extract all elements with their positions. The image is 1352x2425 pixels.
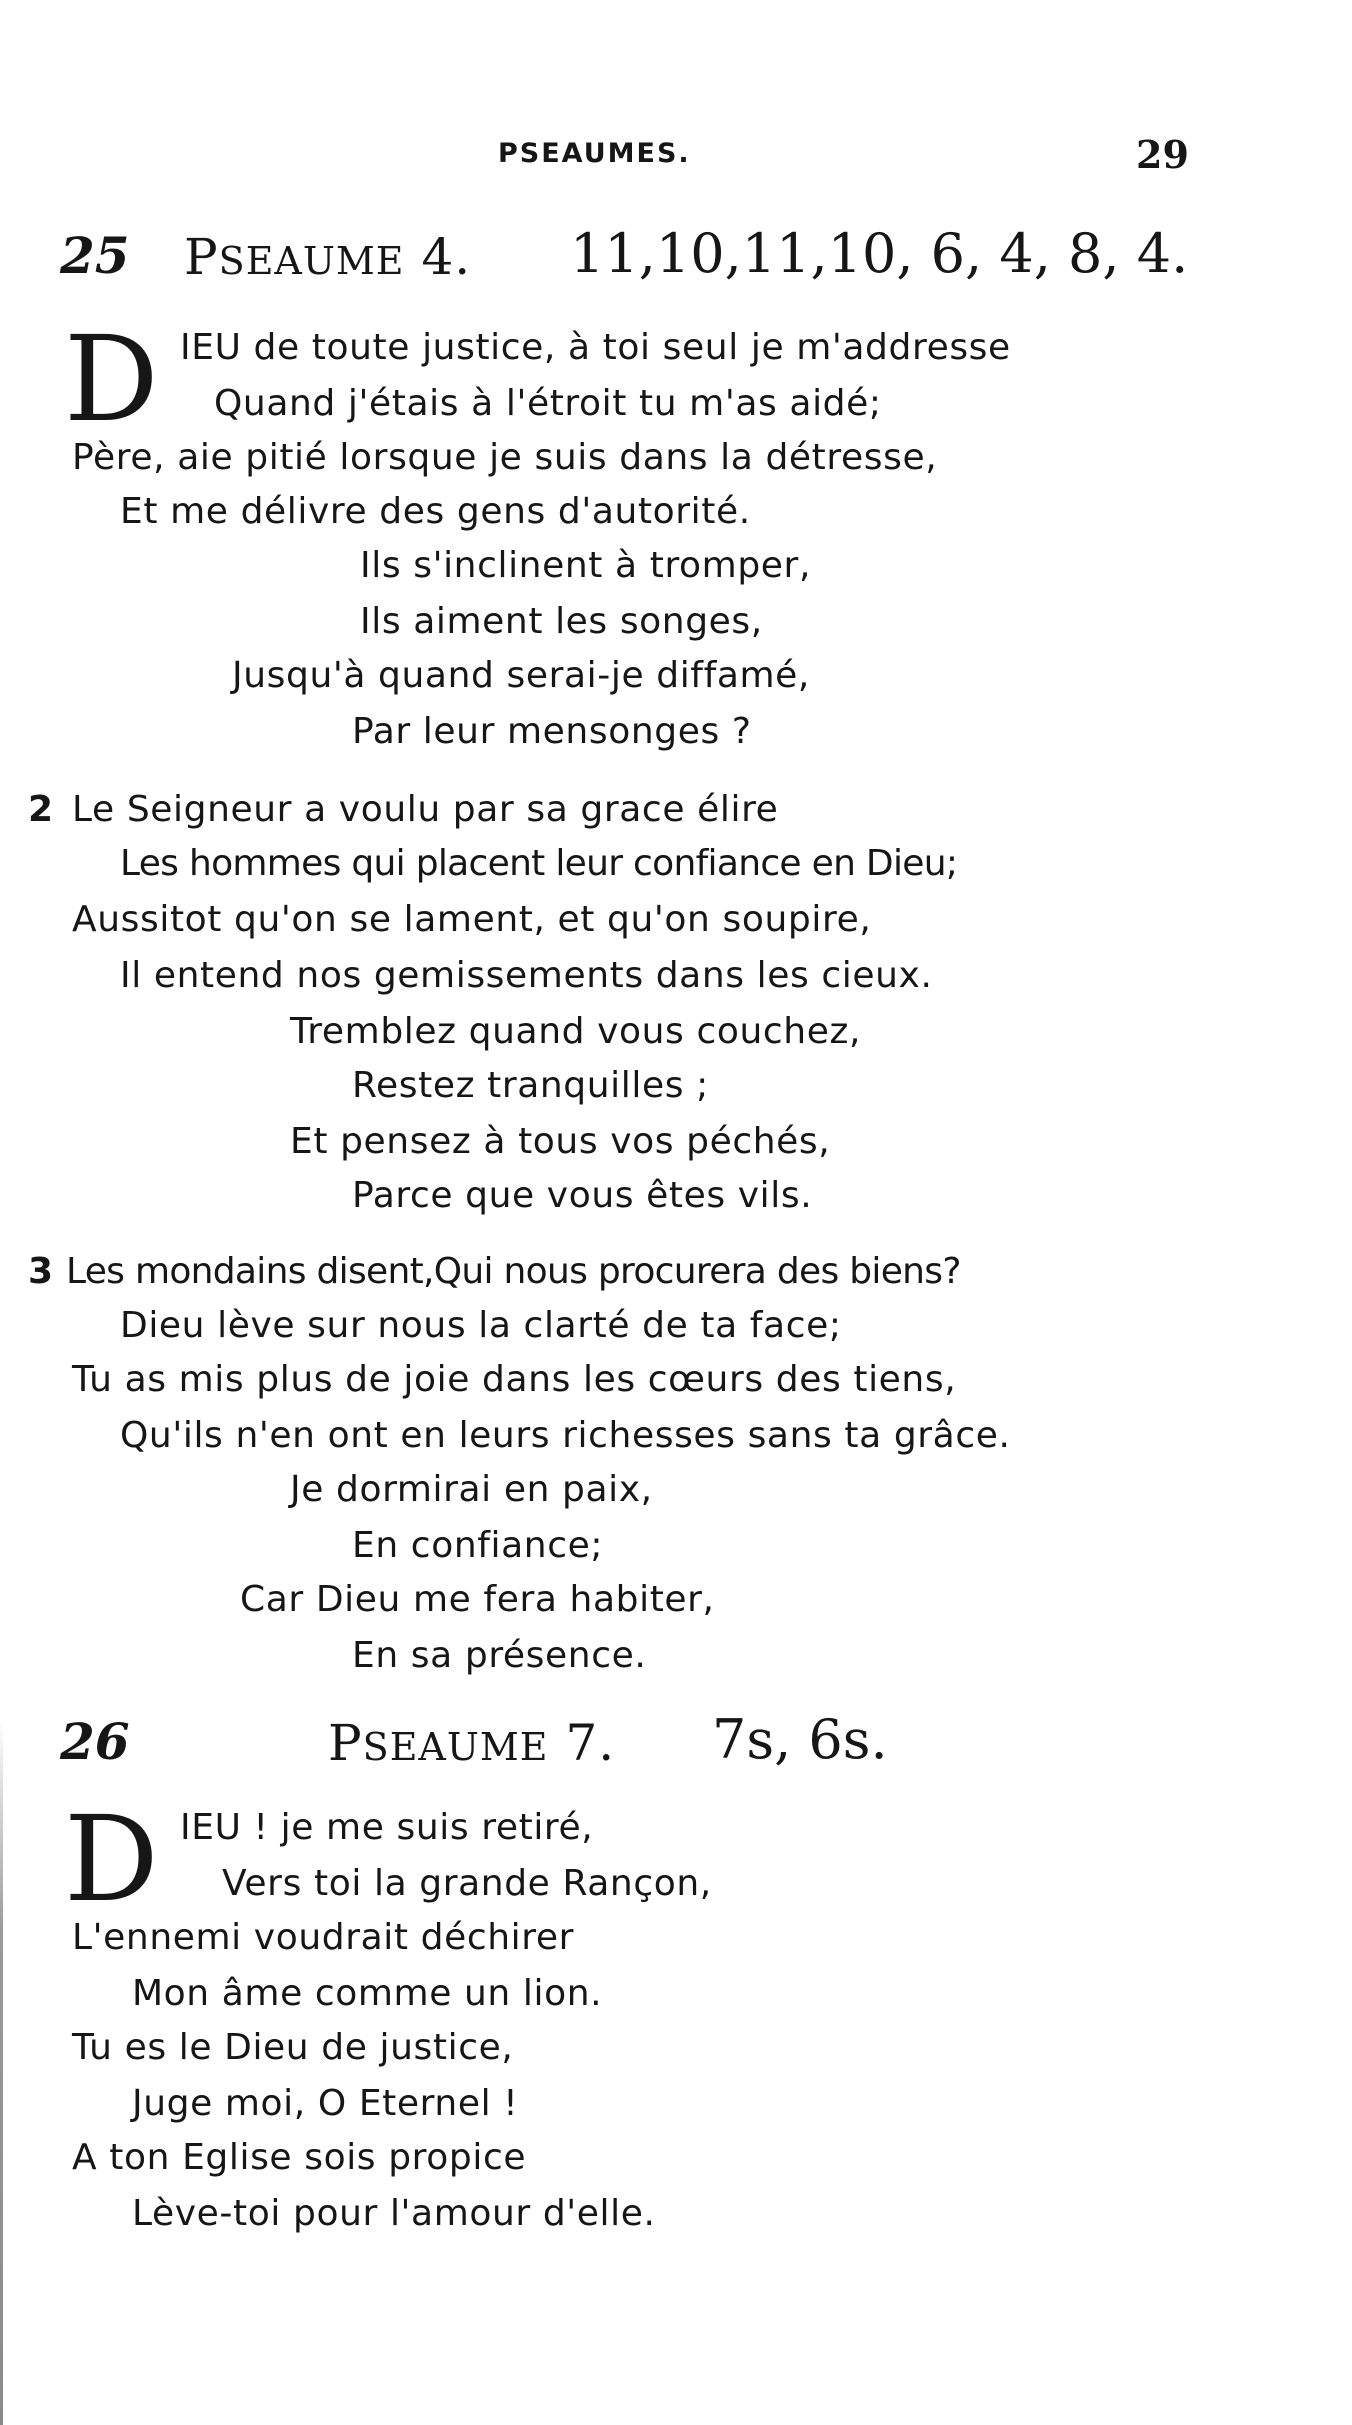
psalm-25-v2-line-4: Il entend nos gemissements dans les cieux. bbox=[120, 955, 933, 996]
psalm-25-v1-line-7: Jusqu'à quand serai-je diffamé, bbox=[232, 655, 810, 696]
psalm-26-title-num: 7. bbox=[565, 1714, 616, 1772]
running-header-title: PSEAUMES. bbox=[498, 138, 691, 169]
psalm-25-v2-line-7: Et pensez à tous vos péchés, bbox=[290, 1121, 831, 1162]
psalm-25-v2-line-3: Aussitot qu'on se lament, et qu'on soupire, bbox=[72, 899, 872, 940]
psalm-25-verse-2-number: 2 bbox=[28, 789, 54, 830]
psalm-25-title-num: 4. bbox=[421, 228, 472, 286]
psalm-25-title-initial: P bbox=[184, 228, 219, 286]
psalm-26-v1-line-3: L'ennemi voudrait déchirer bbox=[72, 1917, 574, 1958]
psalm-25-verse-3-number: 3 bbox=[28, 1251, 54, 1292]
psalm-26-v1-line-2: Vers toi la grande Rançon, bbox=[222, 1863, 712, 1904]
psalm-26-title-initial: P bbox=[328, 1714, 363, 1772]
psalm-26-dropcap: D bbox=[64, 1790, 159, 1928]
psalm-26-meter: 7s, 6s. bbox=[712, 1708, 888, 1771]
psalm-25-v1-line-8: Par leur mensonges ? bbox=[352, 711, 752, 752]
psalm-25-v2-line-2: Les hommes qui placent leur confiance en Dieu; bbox=[120, 843, 958, 884]
psalm-25-v3-line-4: Qu'ils n'en ont en leurs richesses sans ta grâce. bbox=[120, 1415, 1011, 1456]
psalm-25-dropcap: D bbox=[64, 310, 159, 448]
psalm-26-title-rest: SEAUME bbox=[362, 1725, 549, 1769]
psalm-25-v2-line-5: Tremblez quand vous couchez, bbox=[290, 1011, 861, 1052]
psalm-25-v1-line-1: IEU de toute justice, à toi seul je m'addresse bbox=[180, 327, 1011, 368]
psalm-26-title bbox=[328, 1714, 615, 1772]
psalm-25-v1-line-6: Ils aiment les songes, bbox=[360, 601, 763, 642]
psalm-26-v1-line-1: IEU ! je me suis retiré, bbox=[180, 1807, 594, 1848]
psalm-26-v1-line-5: Tu es le Dieu de justice, bbox=[72, 2027, 514, 2068]
psalm-25-title bbox=[184, 228, 471, 286]
page-edge-shadow bbox=[0, 1720, 3, 2425]
psalm-25-v3-line-3: Tu as mis plus de joie dans les cœurs des tiens, bbox=[72, 1359, 957, 1400]
psalm-25-v2-line-6: Restez tranquilles ; bbox=[352, 1065, 709, 1106]
psalm-25-v3-line-8: En sa présence. bbox=[352, 1635, 647, 1676]
psalm-26-v1-line-4: Mon âme comme un lion. bbox=[132, 1973, 603, 2014]
psalm-25-v1-line-3: Père, aie pitié lorsque je suis dans la détresse, bbox=[72, 437, 938, 478]
psalm-25-v1-line-5: Ils s'inclinent à tromper, bbox=[360, 545, 811, 586]
page-number: 29 bbox=[1136, 132, 1189, 177]
psalm-25-v2-line-1: Le Seigneur a voulu par sa grace élire bbox=[72, 789, 779, 830]
psalm-25-v2-line-8: Parce que vous êtes vils. bbox=[352, 1175, 813, 1216]
psalm-25-title-rest: SEAUME bbox=[218, 239, 405, 283]
psalm-25-v3-line-2: Dieu lève sur nous la clarté de ta face; bbox=[120, 1305, 842, 1346]
psalm-25-v3-line-5: Je dormirai en paix, bbox=[290, 1469, 653, 1510]
psalm-26-v1-line-7: A ton Eglise sois propice bbox=[72, 2137, 527, 2178]
psalm-25-v3-line-1: Les mondains disent,Qui nous procurera des biens? bbox=[66, 1251, 961, 1292]
psalm-25-v3-line-6: En confiance; bbox=[352, 1525, 604, 1566]
psalm-26-number: 26 bbox=[60, 1712, 130, 1771]
psalm-25-meter: 11,10,11,10, 6, 4, 8, 4. bbox=[570, 222, 1189, 285]
psalm-25-number: 25 bbox=[60, 226, 130, 285]
psalm-25-v1-line-4: Et me délivre des gens d'autorité. bbox=[120, 491, 751, 532]
psalm-25-v3-line-7: Car Dieu me fera habiter, bbox=[240, 1579, 715, 1620]
psalm-25-v1-line-2: Quand j'étais à l'étroit tu m'as aidé; bbox=[214, 383, 882, 424]
psalm-26-v1-line-8: Lève-toi pour l'amour d'elle. bbox=[132, 2193, 656, 2234]
psalm-26-v1-line-6: Juge moi, O Eternel ! bbox=[132, 2083, 519, 2124]
